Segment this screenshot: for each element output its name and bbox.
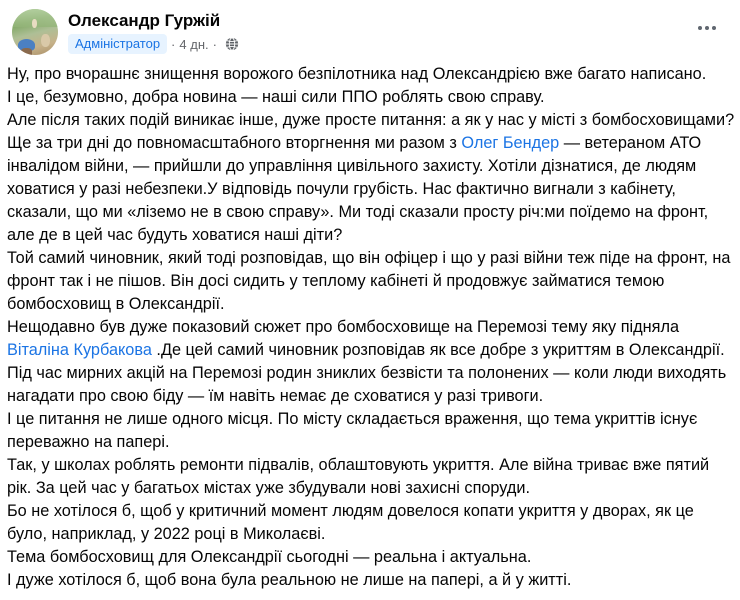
post-text: Але після таких подій виникає інше, дуже просте питання: а як у нас у місті з бомбосховищами? <box>7 111 735 129</box>
post-paragraph <box>7 408 735 454</box>
post-meta-row <box>68 34 239 54</box>
meta-separator: · <box>212 36 217 52</box>
post-text: Бо не хотілося б, щоб у критичний момент людям довелося копати укриття у дворах, як це було, наприклад, у 2022 році в Миколаєві. <box>7 502 694 543</box>
post-paragraph <box>7 546 735 569</box>
post-paragraph <box>7 247 735 316</box>
author-name[interactable]: Олександр Гуржій <box>68 11 221 30</box>
post-text: Ще за три дні до повномасштабного вторгнення ми разом з <box>7 134 462 152</box>
post-paragraph <box>7 63 735 86</box>
admin-badge: Адміністратор <box>68 34 167 54</box>
avatar[interactable] <box>12 9 58 55</box>
post-paragraph <box>7 500 735 546</box>
post-paragraph <box>7 569 735 592</box>
meta-separator: · <box>171 36 176 52</box>
post-paragraph <box>7 316 735 408</box>
post-text: .Де цей самий чиновник розповідав як все добре з укриттям в Олександрії. Під час мирних акцій на Перемозі родин зниклих безвісти та полонених — коли люди виходять нагадати про свою біду — їм навіть немає де сховатися у разі тривоги. <box>7 341 727 405</box>
mention-link[interactable]: Віталіна Курбакова <box>7 341 152 359</box>
avatar-photo-head <box>21 48 32 55</box>
post-text: Той самий чиновник, який тоді розповідав, що він офіцер і що у разі війни теж піде на фронт, на фронт так і не пішов. Він досі сидить у теплому кабінеті й продовжує займатися темою бомбосховищ в Олександрії. <box>7 249 731 313</box>
mention-link[interactable]: Олег Бендер <box>461 134 560 152</box>
post-header <box>0 0 740 57</box>
post-header-info <box>68 9 239 54</box>
avatar-photo-figure <box>32 19 37 28</box>
globe-icon <box>225 37 239 51</box>
post-text: І це питання не лише одного місця. По місту складається враження, що тема укриттів існує переважно на папері. <box>7 410 698 451</box>
ellipsis-dot <box>712 26 716 30</box>
ellipsis-dot <box>698 26 702 30</box>
post-paragraph <box>7 86 735 109</box>
ellipsis-dot <box>705 26 709 30</box>
post-text: Тема бомбосховищ для Олександрії сьогодні — реальна і актуальна. <box>7 548 532 566</box>
post-text: — ветераном АТО інвалідом війни, — прийшли до управління цивільного захисту. Хотіли дізнатися, де людям ховатися у разі небезпеки.У відповідь почули грубість. Нас фактично вигнали з кабінету, сказали, що ми «ліземо не в свою справу». Ми тоді сказали просту річ:ми поїдемо на фронт, але де в цей час будуть ховатися наші діти? <box>7 134 709 244</box>
post-text: І це, безумовно, добра новина — наші сили ППО роблять свою справу. <box>7 88 545 106</box>
post-text: Нещодавно був дуже показовий сюжет про бомбосховище на Перемозі тему яку підняла <box>7 318 680 336</box>
post-text: Так, у школах роблять ремонти підвалів, облаштовують укриття. Але війна триває вже пятий рік. За цей час у багатьох містах уже збудували нові захисні споруди. <box>7 456 710 497</box>
post-text: Ну, про вчорашнє знищення ворожого безпілотника над Олександрією вже багато написано. <box>7 65 707 83</box>
post-text: І дуже хотілося б, щоб вона була реальною не лише на папері, а й у житті. <box>7 571 572 589</box>
post-paragraph <box>7 109 735 132</box>
post-options-button[interactable] <box>692 20 722 36</box>
post-paragraph <box>7 132 735 247</box>
post-body <box>0 57 740 592</box>
post-timestamp[interactable]: 4 дн. <box>179 36 209 52</box>
post-paragraph <box>7 454 735 500</box>
avatar-photo-figure <box>41 34 50 47</box>
